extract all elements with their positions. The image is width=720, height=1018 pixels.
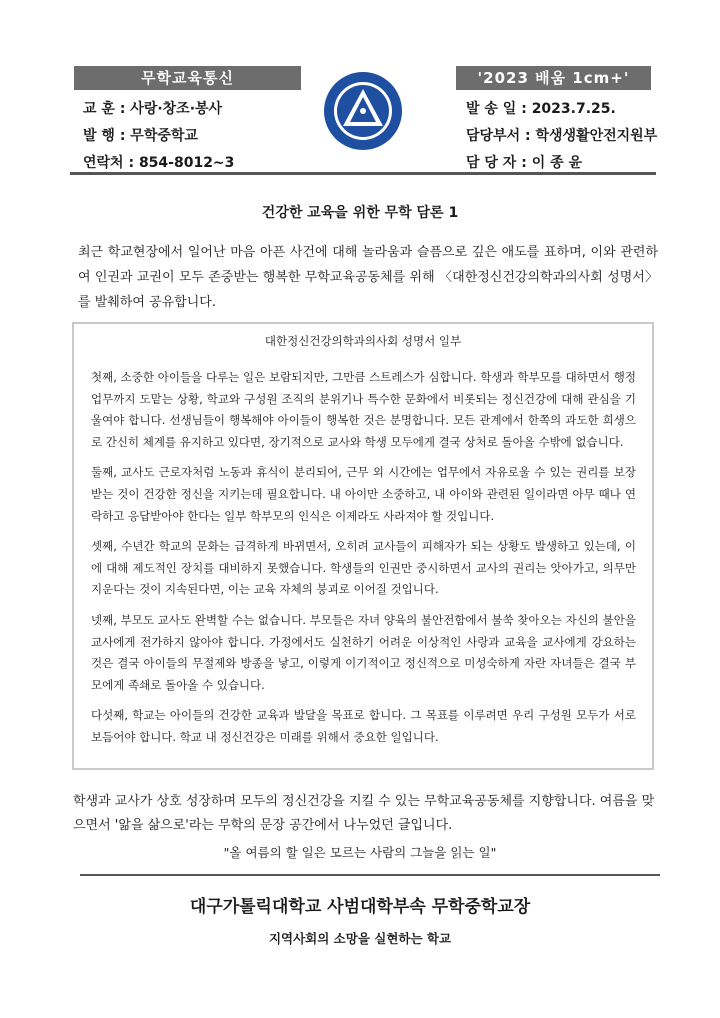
department-row: 담당부서 : 학생생활안전지원부 (466, 128, 658, 144)
person-row: 담 당 자 : 이 종 윤 (466, 155, 583, 171)
page-title: 건강한 교육을 위한 무학 담론 1 (261, 205, 459, 221)
contact-value: 854-8012~3 (138, 155, 235, 171)
school-emblem-icon (322, 70, 404, 152)
send-date-value: 2023.7.25. (531, 101, 616, 117)
statement-body (91, 367, 636, 758)
statement-paragraph-4: 넷째, 부모도 교사도 완벽할 수는 없습니다. 부모들은 자녀 양육의 불안전함에서 불쑥 찾아오는 자신의 불안을 교사에게 전가하지 않아야 합니다. 가정에서도 실천하기 어려운 이상적인 사랑과 교육을 교사에게 강요하는 것은 결국 아이들의 무절제와 방종을 낳고, 이렇게 이기적이고 정신적으로 미성숙하게 자란 자녀들은 결국 부모에게 족쇄로 돌아올 수 있습니다. (91, 612, 636, 692)
statement-paragraph-2: 둘째, 교사도 근로자처럼 노동과 휴식이 분리되어, 근무 외 시간에는 업무에서 자유로울 수 있는 권리를 보장받는 것이 건강한 정신을 지키는데 필요합니다. 내 아이만 소중하고, 내 아이와 관련된 일이라면 아무 때나 연락하고 응답받아야 한다는 일부 학부모의 인식은 이제라도 사라져야 할 것입니다. (91, 465, 636, 523)
school-signature: 대구가톨릭대학교 사범대학부속 무학중학교장 (189, 897, 531, 917)
send-date-label: 발 송 일 (466, 101, 517, 117)
publisher-row: 발 행 : 무학중학교 (83, 128, 198, 144)
newsletter-name-banner: 무학교육통신 (74, 66, 301, 90)
intro-paragraph: 최근 학교현장에서 일어난 마음 아픈 사건에 대해 놀라움과 슬픔으로 깊은 애도를 표하며, 이와 관련하여 인권과 교권이 모두 존중받는 행복한 무학교육공동체를 위해 〈대한정신건강의학과의사회 성명서〉를 발췌하여 공유합니다. (78, 245, 658, 310)
school-slogan: 지역사회의 소망을 실현하는 학교 (268, 931, 452, 946)
header-info-left (83, 96, 234, 177)
statement-title: 대한정신건강의학과의사회 성명서 일부 (264, 334, 462, 348)
poem-quote: "올 여름의 할 일은 모르는 사람의 그늘을 읽는 일" (223, 845, 497, 860)
statement-paragraph-3: 셋째, 수년간 학교의 문화는 급격하게 바뀌면서, 오히려 교사들이 피해자가 되는 상황도 발생하고 있는데, 이에 대해 제도적인 장치를 대비하지 못했습니다. 학생들의 인권만 중시하면서 교사의 권리는 앗아가고, 의무만 지운다는 것이 지속된다면, 이는 교육 자체의 붕괴로 이어질 것입니다. (91, 539, 636, 597)
footer-divider (80, 874, 660, 876)
department-value: 학생생활안전지원부 (535, 128, 658, 144)
send-date-row: 발 송 일 : 2023.7.25. (466, 101, 616, 117)
outro-paragraph: 학생과 교사가 상호 성장하며 모두의 정신건강을 지킬 수 있는 무학교육공동체를 지향합니다. 여름을 맞으면서 '앎을 삶으로'라는 무학의 문장 공간에서 나누었던 글입니다. (73, 794, 655, 833)
person-label: 담 당 자 (466, 155, 517, 171)
yearly-theme-banner: '2023 배움 1cm+' (456, 66, 651, 90)
header-info-right (466, 96, 657, 177)
contact-label: 연락처 (83, 155, 124, 171)
school-motto-row: 교 훈 : 사랑·창조·봉사 (83, 101, 223, 117)
contact-row: 연락처 : 854-8012~3 (83, 155, 235, 171)
department-label: 담당부서 (466, 128, 521, 144)
person-value: 이 종 윤 (531, 155, 583, 171)
publisher-label: 발 행 (83, 128, 115, 144)
school-motto-value: 사랑·창조·봉사 (130, 101, 223, 117)
header-divider (70, 172, 656, 175)
statement-paragraph-1: 첫째, 소중한 아이들을 다루는 일은 보람되지만, 그만큼 스트레스가 심합니다. 학생과 학부모를 대하면서 행정 업무까지 도맡는 상황, 학교와 구성원 조직의 분위기나 특수한 문화에서 비롯되는 정신건강에 대해 관심을 기울여야 합니다. 선생님들이 행복해야 아이들이 행복한 것은 분명합니다. 모든 관계에서 한쪽의 과도한 희생으로 간신히 체계를 유지하고 있다면, 장기적으로 교사와 학생 모두에게 결국 상처로 돌아올 수밖에 없습니다. (91, 370, 636, 449)
statement-paragraph-5: 다섯째, 학교는 아이들의 건강한 교육과 발달을 목표로 합니다. 그 목표를 이루려면 우리 구성원 모두가 서로 보듬어야 합니다. 학교 내 정신건강은 미래를 위해서 중요한 일입니다. (91, 708, 636, 744)
publisher-value: 무학중학교 (130, 128, 198, 144)
school-motto-label: 교 훈 (83, 101, 115, 117)
